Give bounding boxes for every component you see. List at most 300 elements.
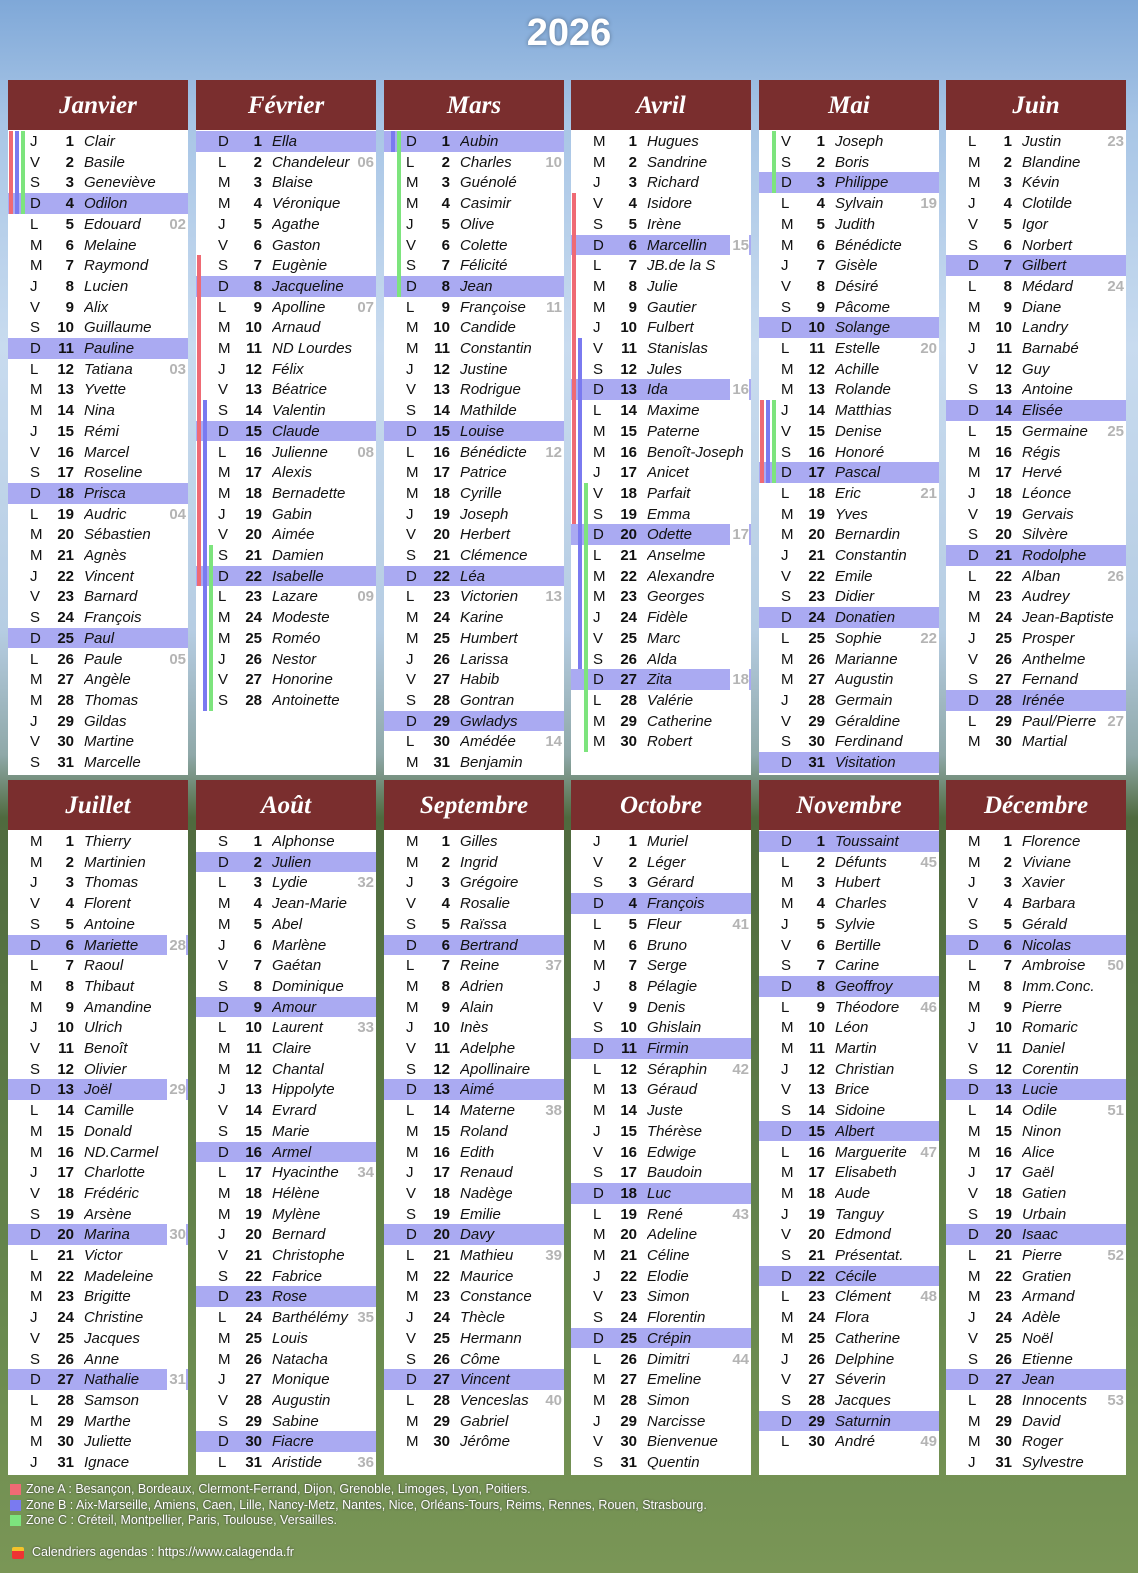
weekday-letter: L (781, 629, 790, 647)
day-row (571, 935, 751, 956)
day-row (571, 914, 751, 935)
day-row (384, 152, 564, 173)
saint-name: Edith (460, 1143, 495, 1161)
saint-name: Honoré (835, 443, 885, 461)
saint-name: Valérie (647, 691, 694, 709)
weekday-letter: J (781, 547, 789, 564)
day-number: 26 (995, 650, 1012, 668)
month-name: Septembre (384, 780, 564, 830)
day-row (759, 131, 939, 152)
day-row (571, 1390, 751, 1411)
day-row (8, 872, 188, 893)
weekday-letter: M (968, 174, 981, 192)
weekday-letter: D (406, 422, 417, 440)
weekday-letter: M (781, 505, 794, 523)
zone-a-swatch (10, 1484, 21, 1495)
day-row (384, 193, 564, 214)
day-number: 10 (433, 1019, 450, 1037)
weekday-letter: L (968, 567, 977, 585)
legend-zone-b-text: Zone B : Aix-Marseille, Amiens, Caen, Lille, Nancy-Metz, Nantes, Nice, Orléans-Tours, Reims, Rennes, Rouen, Strasbourg. (26, 1497, 707, 1512)
weekday-letter: V (593, 998, 604, 1016)
saint-name: Sébastien (84, 526, 151, 544)
day-row (384, 1349, 564, 1370)
weekday-letter: S (30, 174, 41, 192)
weekday-letter: D (781, 464, 792, 482)
day-row (946, 338, 1126, 359)
saint-name: Léa (460, 567, 486, 585)
day-number: 29 (995, 1412, 1012, 1430)
saint-name: Chantal (272, 1060, 324, 1078)
day-row (196, 893, 376, 914)
day-number: 16 (808, 443, 825, 461)
saint-name: Gervais (1022, 505, 1074, 523)
day-row (8, 1100, 188, 1121)
saint-name: Roland (460, 1122, 508, 1140)
weekday-letter: L (406, 1247, 415, 1264)
saint-name: ND.Carmel (84, 1143, 159, 1161)
weekday-letter: D (968, 547, 979, 564)
day-number: 24 (57, 609, 74, 627)
day-row (759, 1349, 939, 1370)
day-row (196, 214, 376, 235)
weekday-letter: J (218, 505, 226, 523)
saint-name: Xavier (1022, 874, 1065, 892)
weekday-letter: J (30, 1309, 38, 1327)
saint-name: Bertille (835, 936, 881, 954)
day-row (384, 400, 564, 421)
saint-name: Diane (1022, 298, 1062, 316)
weekday-letter: V (781, 277, 792, 295)
day-row (384, 1307, 564, 1328)
day-number: 20 (57, 526, 74, 544)
weekday-letter: M (406, 1143, 419, 1161)
day-number: 13 (620, 1081, 637, 1099)
day-row (8, 400, 188, 421)
weekday-letter: S (968, 915, 979, 933)
weekday-letter: V (968, 1184, 979, 1202)
footer-link[interactable]: Calendriers agendas : https://www.calagenda.fr (32, 1545, 294, 1559)
day-row (571, 152, 751, 173)
day-row (196, 690, 376, 711)
weekday-letter: J (968, 1309, 976, 1327)
day-row (384, 359, 564, 380)
day-number: 26 (620, 650, 637, 668)
day-row (571, 1079, 751, 1100)
saint-name: Gérard (647, 874, 694, 892)
saint-name: Benoît-Joseph (647, 443, 744, 461)
saint-name: Elisée (1022, 402, 1063, 420)
saint-name: Modeste (272, 609, 330, 627)
weekday-letter: D (218, 133, 229, 150)
day-row (8, 752, 188, 773)
day-row (384, 255, 564, 276)
weekday-letter: M (968, 588, 981, 606)
weekday-letter: J (218, 1226, 226, 1244)
day-number: 4 (253, 895, 262, 913)
day-number: 6 (1003, 936, 1012, 954)
day-row (759, 1411, 939, 1432)
day-number: 11 (246, 340, 262, 357)
day-number: 24 (245, 1309, 262, 1327)
saint-name: Norbert (1022, 236, 1073, 254)
day-number: 1 (441, 133, 450, 150)
day-number: 11 (621, 340, 637, 357)
day-row (946, 1079, 1126, 1100)
day-row (384, 504, 564, 525)
saint-name: Pâcome (835, 298, 891, 316)
day-number: 18 (57, 484, 74, 502)
day-row (196, 1266, 376, 1287)
day-row (759, 1266, 939, 1287)
weekday-letter: J (968, 629, 976, 647)
saint-name: Léonce (1022, 484, 1072, 502)
day-row (759, 317, 939, 338)
week-number: 05 (169, 650, 186, 668)
day-number: 23 (433, 588, 450, 606)
day-number: 5 (441, 215, 450, 233)
day-number: 17 (808, 464, 825, 482)
day-row (759, 421, 939, 442)
weekday-letter: V (30, 733, 41, 751)
day-row (8, 586, 188, 607)
weekday-letter: J (781, 257, 789, 275)
day-row (946, 400, 1126, 421)
weekday-letter: L (30, 1102, 39, 1120)
day-row (571, 172, 751, 193)
saint-name: Hubert (835, 874, 881, 892)
saint-name: Didier (835, 588, 875, 606)
saint-name: Rolande (835, 381, 891, 399)
day-number: 30 (433, 733, 450, 751)
saint-name: Juliette (84, 1433, 132, 1451)
weekday-letter: L (968, 277, 977, 295)
saint-name: Séverin (835, 1371, 886, 1389)
weekday-letter: V (218, 236, 229, 254)
saint-name: Rodolphe (1022, 547, 1087, 564)
day-row (571, 690, 751, 711)
saint-name: Marlène (272, 936, 327, 954)
day-row (946, 421, 1126, 442)
day-number: 24 (620, 1309, 637, 1327)
weekday-letter: M (218, 1329, 231, 1347)
day-row (384, 955, 564, 976)
saint-name: Martinien (84, 853, 146, 871)
week-number: 08 (357, 443, 374, 461)
saint-name: Renaud (460, 1164, 513, 1182)
day-row (946, 1183, 1126, 1204)
weekday-letter: V (593, 484, 604, 502)
day-number: 12 (433, 1060, 450, 1078)
day-row (571, 955, 751, 976)
saint-name: Nicolas (1022, 936, 1072, 954)
weekday-letter: S (781, 443, 792, 461)
saint-name: Louis (272, 1329, 308, 1347)
day-row (571, 1100, 751, 1121)
weekday-letter: M (593, 1081, 606, 1099)
day-row (196, 1204, 376, 1225)
weekday-letter: L (781, 1143, 790, 1161)
weekday-letter: M (968, 853, 981, 871)
day-row (196, 172, 376, 193)
day-row (196, 400, 376, 421)
weekday-letter: D (781, 1122, 792, 1140)
saint-name: Justin (1022, 133, 1062, 150)
day-row (8, 1411, 188, 1432)
saint-name: Côme (460, 1350, 501, 1368)
day-row (196, 914, 376, 935)
saint-name: Brigitte (84, 1288, 131, 1306)
day-number: 22 (57, 567, 74, 585)
weekday-letter: D (218, 277, 229, 295)
day-number: 27 (620, 1371, 637, 1389)
weekday-letter: D (406, 133, 417, 150)
day-number: 30 (620, 733, 637, 751)
saint-name: Agnès (84, 547, 127, 564)
day-number: 2 (441, 153, 450, 171)
saint-name: Cyrille (460, 484, 502, 502)
day-row (759, 1390, 939, 1411)
saint-name: Nathalie (84, 1371, 140, 1389)
saint-name: Aimé (460, 1081, 495, 1099)
day-number: 20 (620, 1226, 637, 1244)
weekday-letter: S (593, 1309, 604, 1327)
weekday-letter: J (781, 691, 789, 709)
weekday-letter: J (218, 360, 226, 378)
day-row (8, 235, 188, 256)
weekday-letter: M (406, 340, 419, 357)
day-number: 25 (808, 1329, 825, 1347)
month-name: Juin (946, 80, 1126, 130)
saint-name: Daniel (1022, 1040, 1065, 1057)
day-number: 1 (1003, 133, 1012, 150)
weekday-letter: L (781, 1288, 790, 1306)
saint-name: André (835, 1433, 876, 1451)
day-row (384, 976, 564, 997)
day-row (946, 276, 1126, 297)
day-row (759, 711, 939, 732)
day-number: 19 (245, 1205, 262, 1223)
saint-name: Gaël (1022, 1164, 1054, 1182)
day-number: 1 (65, 833, 74, 850)
day-row (196, 131, 376, 152)
day-number: 16 (995, 1143, 1012, 1161)
saint-name: Sabine (272, 1412, 319, 1430)
weekday-letter: S (218, 691, 229, 709)
weekday-letter: M (218, 609, 231, 627)
day-row (946, 1038, 1126, 1059)
day-row (571, 193, 751, 214)
saint-name: Sylvestre (1022, 1454, 1084, 1471)
weekday-letter: L (781, 853, 790, 871)
week-number: 16 (732, 381, 749, 399)
day-number: 2 (1003, 153, 1012, 171)
saint-name: Roseline (84, 464, 143, 482)
saint-name: Gontran (460, 691, 515, 709)
day-number: 15 (995, 422, 1012, 440)
weekday-letter: D (30, 1371, 41, 1389)
weekday-letter: V (30, 895, 41, 913)
weekday-letter: S (406, 402, 417, 420)
day-number: 13 (57, 1081, 74, 1099)
saint-name: Jean (460, 277, 493, 295)
week-number: 24 (1107, 277, 1124, 295)
weekday-letter: M (218, 629, 231, 647)
saint-name: Monique (272, 1371, 330, 1389)
saint-name: Geoffroy (835, 977, 893, 995)
day-row (196, 976, 376, 997)
day-row (946, 359, 1126, 380)
weekday-letter: L (218, 153, 227, 171)
saint-name: Florent (84, 895, 131, 913)
day-row (384, 338, 564, 359)
day-number: 6 (441, 936, 450, 954)
day-number: 29 (808, 712, 825, 730)
weekday-letter: M (30, 998, 43, 1016)
weekday-letter: L (968, 1102, 977, 1120)
weekday-letter: L (218, 298, 227, 316)
day-row (759, 852, 939, 873)
weekday-letter: S (593, 650, 604, 668)
day-row (384, 1204, 564, 1225)
saint-name: Emilie (460, 1205, 501, 1223)
day-row (196, 1121, 376, 1142)
saint-name: Melaine (84, 236, 137, 254)
weekday-letter: L (218, 1019, 227, 1037)
saint-name: Thècle (460, 1309, 506, 1327)
saint-name: Rose (272, 1288, 308, 1306)
weekday-letter: M (406, 484, 419, 502)
saint-name: Venceslas (460, 1391, 529, 1409)
day-number: 16 (57, 1143, 74, 1161)
day-number: 26 (808, 650, 825, 668)
day-row (196, 317, 376, 338)
saint-name: Adrien (460, 977, 504, 995)
day-row (384, 1121, 564, 1142)
day-row (946, 731, 1126, 752)
day-row (759, 1183, 939, 1204)
saint-name: Edmond (835, 1226, 891, 1244)
weekday-letter: L (593, 1205, 602, 1223)
day-number: 29 (433, 1412, 450, 1430)
weekday-letter: V (406, 1040, 417, 1057)
day-number: 27 (995, 671, 1012, 689)
day-row (384, 131, 564, 152)
day-number: 13 (433, 381, 450, 399)
day-number: 18 (245, 484, 262, 502)
saint-name: Hugues (647, 133, 699, 150)
weekday-letter: M (30, 257, 43, 275)
day-number: 16 (808, 1143, 825, 1161)
day-number: 1 (628, 833, 637, 850)
month-10 (759, 780, 939, 1475)
weekday-letter: S (781, 298, 792, 316)
weekday-letter: D (593, 236, 604, 254)
weekday-letter: L (30, 957, 39, 975)
day-number: 16 (433, 443, 450, 461)
week-number: 27 (1107, 712, 1124, 730)
day-row (196, 997, 376, 1018)
day-number: 17 (995, 1164, 1012, 1182)
weekday-letter: M (593, 1371, 606, 1389)
saint-name: Martial (1022, 733, 1068, 751)
weekday-letter: M (406, 319, 419, 337)
weekday-letter: V (30, 443, 41, 461)
day-row (196, 462, 376, 483)
saint-name: Jean-Marie (272, 895, 348, 913)
day-number: 25 (433, 1329, 450, 1347)
day-number: 13 (57, 381, 74, 399)
saint-name: Nestor (272, 650, 317, 668)
weekday-letter: J (593, 319, 601, 337)
day-number: 12 (808, 1060, 825, 1078)
saint-name: Antoine (1022, 381, 1073, 399)
saint-name: Odette (647, 526, 693, 544)
saint-name: Lucie (1022, 1081, 1058, 1099)
weekday-letter: M (218, 174, 231, 192)
day-row (384, 317, 564, 338)
weekday-letter: L (968, 957, 977, 975)
day-number: 28 (245, 691, 262, 709)
saint-name: Marcel (84, 443, 130, 461)
weekday-letter: J (30, 133, 38, 150)
saint-name: Flora (835, 1309, 870, 1327)
weekday-letter: J (30, 1454, 38, 1471)
day-number: 15 (620, 1122, 637, 1140)
month-name: Octobre (571, 780, 751, 830)
day-row (571, 1142, 751, 1163)
day-row (8, 731, 188, 752)
weekday-letter: S (406, 915, 417, 933)
day-row (384, 1162, 564, 1183)
day-row (384, 214, 564, 235)
saint-name: Carine (835, 957, 880, 975)
saint-name: Muriel (647, 833, 688, 850)
weekday-letter: J (30, 874, 38, 892)
weekday-letter: D (968, 257, 979, 275)
saint-name: Charles (460, 153, 512, 171)
weekday-letter: V (30, 298, 41, 316)
school-holiday-legend (10, 1482, 707, 1529)
saint-name: Casimir (460, 195, 511, 213)
weekday-letter: L (218, 874, 227, 892)
weekday-letter: M (593, 567, 606, 585)
day-row (571, 607, 751, 628)
day-number: 29 (620, 712, 637, 730)
week-number: 26 (1107, 567, 1124, 585)
weekday-letter: L (968, 422, 977, 440)
week-number: 21 (920, 484, 937, 502)
day-row (8, 566, 188, 587)
day-row (759, 1369, 939, 1390)
day-row (571, 1204, 751, 1225)
day-number: 4 (1003, 195, 1012, 213)
saint-name: Bruno (647, 936, 688, 954)
saint-name: Claude (272, 422, 320, 440)
day-row (8, 976, 188, 997)
day-row (196, 1390, 376, 1411)
day-number: 14 (808, 1102, 825, 1120)
weekday-letter: S (30, 1350, 41, 1368)
weekday-letter: J (406, 874, 414, 892)
weekday-letter: L (406, 443, 415, 461)
day-row (571, 669, 751, 690)
saint-name: Roméo (272, 629, 321, 647)
weekday-letter: M (406, 1412, 419, 1430)
saint-name: Dimitri (647, 1350, 690, 1368)
day-number: 16 (433, 1143, 450, 1161)
day-row (759, 297, 939, 318)
day-row (384, 235, 564, 256)
